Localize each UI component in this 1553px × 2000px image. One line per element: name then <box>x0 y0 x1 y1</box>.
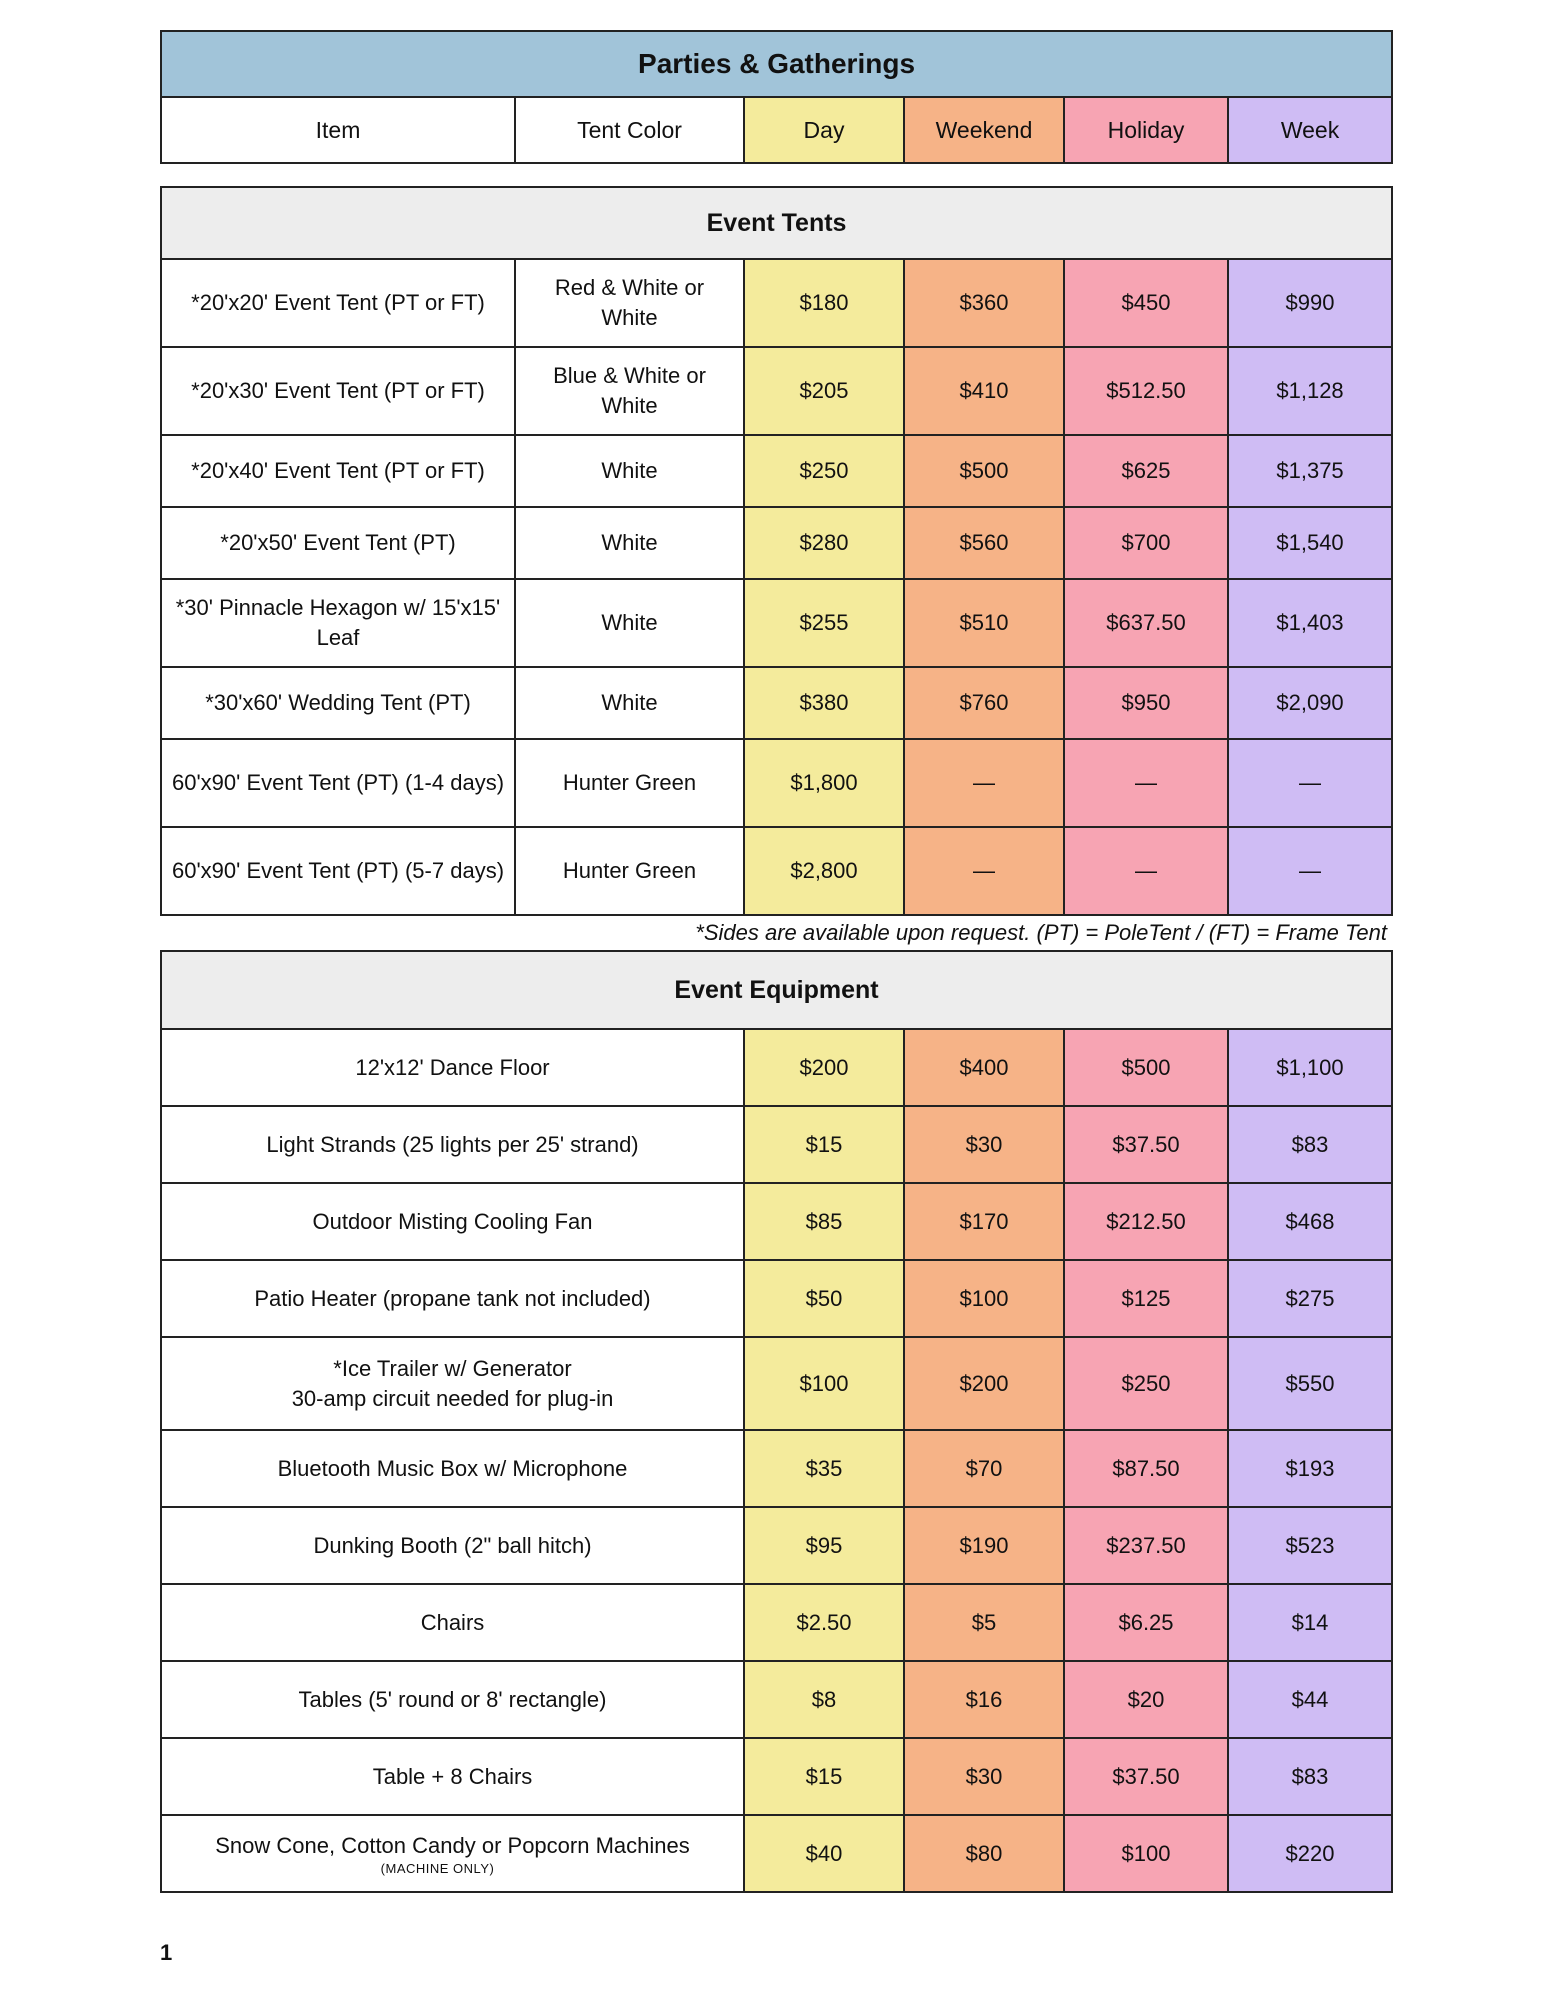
week-price-cell: $193 <box>1228 1430 1392 1507</box>
week-price-cell: $83 <box>1228 1106 1392 1183</box>
weekend-price-cell: — <box>904 739 1064 827</box>
week-price-cell: $1,375 <box>1228 435 1392 507</box>
header-table <box>160 30 1393 164</box>
item-cell: *20'x50' Event Tent (PT) <box>161 507 515 579</box>
section-title: Event Equipment <box>161 951 1392 1029</box>
holiday-price-cell: $20 <box>1064 1661 1228 1738</box>
tent-color-cell: White <box>515 435 744 507</box>
holiday-price-cell: $212.50 <box>1064 1183 1228 1260</box>
tent-color-cell: Hunter Green <box>515 827 744 915</box>
table-row <box>161 1183 1392 1260</box>
day-price-cell: $280 <box>744 507 904 579</box>
item-cell <box>161 1815 744 1892</box>
item-cell: *20'x20' Event Tent (PT or FT) <box>161 259 515 347</box>
week-price-cell: $468 <box>1228 1183 1392 1260</box>
table-row <box>161 507 1392 579</box>
item-label: Bluetooth Music Box w/ Microphone <box>277 1455 628 1481</box>
tent-color-cell: Blue & White or White <box>515 347 744 435</box>
week-price-cell: $14 <box>1228 1584 1392 1661</box>
section-title: Event Tents <box>161 187 1392 259</box>
item-cell <box>161 1029 744 1106</box>
day-price-cell: $2,800 <box>744 827 904 915</box>
weekend-price-cell: $400 <box>904 1029 1064 1106</box>
weekend-price-cell: $510 <box>904 579 1064 667</box>
equipment-table <box>160 950 1393 1893</box>
table-row <box>161 1430 1392 1507</box>
title-row <box>161 31 1392 97</box>
item-sublabel: 30-amp circuit needed for plug-in <box>291 1385 614 1411</box>
day-price-cell: $255 <box>744 579 904 667</box>
table-row <box>161 347 1392 435</box>
day-price-cell: $85 <box>744 1183 904 1260</box>
tents-table <box>160 186 1393 916</box>
table-row <box>161 579 1392 667</box>
tents-footnote: *Sides are available upon request. (PT) = PoleTent / (FT) = Frame Tent <box>695 920 1387 945</box>
day-price-cell: $380 <box>744 667 904 739</box>
week-price-cell: $44 <box>1228 1661 1392 1738</box>
holiday-price-cell: $700 <box>1064 507 1228 579</box>
week-price-cell: $220 <box>1228 1815 1392 1892</box>
item-label: Dunking Booth (2" ball hitch) <box>313 1532 592 1558</box>
item-cell <box>161 1183 744 1260</box>
day-price-cell: $1,800 <box>744 739 904 827</box>
section-header-tents <box>161 187 1392 259</box>
weekend-price-cell: $30 <box>904 1106 1064 1183</box>
week-price-cell: $275 <box>1228 1260 1392 1337</box>
table-row <box>161 827 1392 915</box>
item-cell: 60'x90' Event Tent (PT) (1-4 days) <box>161 739 515 827</box>
holiday-price-cell: $250 <box>1064 1337 1228 1430</box>
item-label: Tables (5' round or 8' rectangle) <box>298 1686 607 1712</box>
day-price-cell: $100 <box>744 1337 904 1430</box>
week-price-cell: $1,128 <box>1228 347 1392 435</box>
tents-rows <box>161 259 1392 915</box>
col-header-day: Day <box>744 97 904 163</box>
page-number: 1 <box>160 1940 173 1965</box>
tent-color-cell: White <box>515 579 744 667</box>
day-price-cell: $8 <box>744 1661 904 1738</box>
day-price-cell: $50 <box>744 1260 904 1337</box>
table-row <box>161 739 1392 827</box>
table-row <box>161 1584 1392 1661</box>
item-cell: *30'x60' Wedding Tent (PT) <box>161 667 515 739</box>
holiday-price-cell: — <box>1064 739 1228 827</box>
weekend-price-cell: $500 <box>904 435 1064 507</box>
item-cell <box>161 1738 744 1815</box>
weekend-price-cell: $30 <box>904 1738 1064 1815</box>
tent-color-cell: Hunter Green <box>515 739 744 827</box>
col-header-week: Week <box>1228 97 1392 163</box>
item-cell: 60'x90' Event Tent (PT) (5-7 days) <box>161 827 515 915</box>
table-row <box>161 1337 1392 1430</box>
weekend-price-cell: $360 <box>904 259 1064 347</box>
day-price-cell: $250 <box>744 435 904 507</box>
item-cell <box>161 1337 744 1430</box>
item-label: Light Strands (25 lights per 25' strand) <box>266 1131 639 1157</box>
day-price-cell: $35 <box>744 1430 904 1507</box>
table-row <box>161 259 1392 347</box>
weekend-price-cell: $560 <box>904 507 1064 579</box>
tent-color-cell: White <box>515 667 744 739</box>
table-row <box>161 435 1392 507</box>
week-price-cell: — <box>1228 739 1392 827</box>
table-row <box>161 1661 1392 1738</box>
week-price-cell: — <box>1228 827 1392 915</box>
table-row <box>161 1738 1392 1815</box>
week-price-cell: $1,540 <box>1228 507 1392 579</box>
item-label: Chairs <box>420 1609 485 1635</box>
weekend-price-cell: $70 <box>904 1430 1064 1507</box>
holiday-price-cell: $637.50 <box>1064 579 1228 667</box>
col-header-holiday: Holiday <box>1064 97 1228 163</box>
holiday-price-cell: $125 <box>1064 1260 1228 1337</box>
holiday-price-cell: $37.50 <box>1064 1738 1228 1815</box>
week-price-cell: $523 <box>1228 1507 1392 1584</box>
weekend-price-cell: $760 <box>904 667 1064 739</box>
weekend-price-cell: $100 <box>904 1260 1064 1337</box>
item-cell <box>161 1584 744 1661</box>
holiday-price-cell: $87.50 <box>1064 1430 1228 1507</box>
item-label: Outdoor Misting Cooling Fan <box>312 1208 593 1234</box>
holiday-price-cell: $512.50 <box>1064 347 1228 435</box>
item-label: Snow Cone, Cotton Candy or Popcorn Machines <box>215 1832 690 1858</box>
item-cell <box>161 1430 744 1507</box>
week-price-cell: $1,100 <box>1228 1029 1392 1106</box>
col-header-weekend: Weekend <box>904 97 1064 163</box>
item-cell <box>161 1507 744 1584</box>
item-cell: *20'x40' Event Tent (PT or FT) <box>161 435 515 507</box>
equipment-rows <box>161 1029 1392 1892</box>
item-label: *Ice Trailer w/ Generator <box>333 1355 572 1381</box>
weekend-price-cell: $410 <box>904 347 1064 435</box>
holiday-price-cell: $450 <box>1064 259 1228 347</box>
table-row <box>161 1815 1392 1892</box>
item-label: Table + 8 Chairs <box>372 1763 533 1789</box>
week-price-cell: $83 <box>1228 1738 1392 1815</box>
col-header-item: Item <box>161 97 515 163</box>
week-price-cell: $1,403 <box>1228 579 1392 667</box>
day-price-cell: $15 <box>744 1738 904 1815</box>
table-row <box>161 1507 1392 1584</box>
weekend-price-cell: $5 <box>904 1584 1064 1661</box>
week-price-cell: $990 <box>1228 259 1392 347</box>
day-price-cell: $15 <box>744 1106 904 1183</box>
item-cell <box>161 1106 744 1183</box>
holiday-price-cell: $237.50 <box>1064 1507 1228 1584</box>
day-price-cell: $95 <box>744 1507 904 1584</box>
day-price-cell: $200 <box>744 1029 904 1106</box>
weekend-price-cell: — <box>904 827 1064 915</box>
item-cell: *30' Pinnacle Hexagon w/ 15'x15' Leaf <box>161 579 515 667</box>
tent-color-cell: Red & White or White <box>515 259 744 347</box>
day-price-cell: $2.50 <box>744 1584 904 1661</box>
tent-color-cell: White <box>515 507 744 579</box>
item-cell: *20'x30' Event Tent (PT or FT) <box>161 347 515 435</box>
holiday-price-cell: $625 <box>1064 435 1228 507</box>
table-row <box>161 1106 1392 1183</box>
weekend-price-cell: $16 <box>904 1661 1064 1738</box>
column-header-row <box>161 97 1392 163</box>
holiday-price-cell: $950 <box>1064 667 1228 739</box>
day-price-cell: $180 <box>744 259 904 347</box>
holiday-price-cell: $500 <box>1064 1029 1228 1106</box>
item-label: 12'x12' Dance Floor <box>355 1054 550 1080</box>
week-price-cell: $2,090 <box>1228 667 1392 739</box>
day-price-cell: $40 <box>744 1815 904 1892</box>
week-price-cell: $550 <box>1228 1337 1392 1430</box>
holiday-price-cell: $100 <box>1064 1815 1228 1892</box>
holiday-price-cell: — <box>1064 827 1228 915</box>
item-label: Patio Heater (propane tank not included) <box>254 1285 651 1311</box>
table-row <box>161 1260 1392 1337</box>
table-row <box>161 1029 1392 1106</box>
table-row <box>161 667 1392 739</box>
price-sheet <box>160 30 1391 1893</box>
col-header-tent-color: Tent Color <box>515 97 744 163</box>
weekend-price-cell: $80 <box>904 1815 1064 1892</box>
section-header-equipment <box>161 951 1392 1029</box>
page-title: Parties & Gatherings <box>161 31 1392 97</box>
item-cell <box>161 1260 744 1337</box>
holiday-price-cell: $6.25 <box>1064 1584 1228 1661</box>
item-cell <box>161 1661 744 1738</box>
weekend-price-cell: $200 <box>904 1337 1064 1430</box>
holiday-price-cell: $37.50 <box>1064 1106 1228 1183</box>
weekend-price-cell: $170 <box>904 1183 1064 1260</box>
weekend-price-cell: $190 <box>904 1507 1064 1584</box>
day-price-cell: $205 <box>744 347 904 435</box>
item-sublabel: (MACHINE ONLY) <box>380 1860 495 1876</box>
